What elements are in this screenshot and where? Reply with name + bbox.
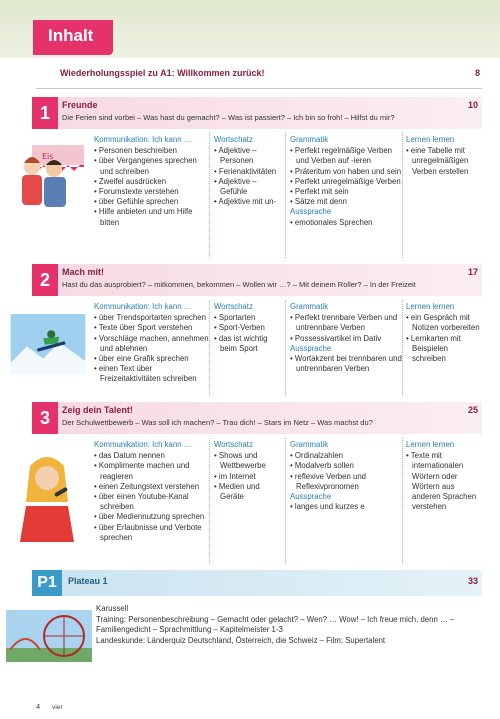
list-item: • Medien und Geräte (214, 482, 284, 502)
list-item: • Shows und Wettbewerbe (214, 451, 284, 471)
lernen-heading: Lernen lernen (406, 135, 455, 144)
review-entry[interactable] (60, 68, 480, 78)
review-page: 8 (474, 68, 480, 78)
plateau-line: Training: Personenbeschreibung – Gemacht oder gelacht? – Wen? … Wow! – Ich freue mich, denn … – Familiengedicht – Sprachmittlung – Kapitelmeister 1-3 (96, 614, 455, 634)
column-divider (402, 133, 403, 258)
list-item: • Perfekt regelmäßige Verben und Verben auf -ieren (290, 146, 402, 166)
singer-illustration (2, 452, 94, 542)
unit-1 (36, 97, 482, 262)
column-divider (402, 300, 403, 395)
list-item: • über eine Grafik sprechen (94, 354, 209, 364)
list-item: • Präteritum von haben und sein (290, 167, 402, 177)
kommunikation-column (94, 302, 209, 385)
grammatik-heading: Grammatik (290, 302, 329, 311)
list-item: • ein Gespräch mit Notizen vorbereiten (406, 313, 482, 333)
list-item: • Komplimente machen und reagieren (94, 461, 209, 481)
aussprache-heading: Aussprache (290, 343, 332, 353)
list-item: • Texte mit internationalen Wörtern oder Wörtern aus anderen Sprachen verstehen (406, 451, 482, 512)
list-item: • reflexive Verben und Reflexivpronomen (290, 472, 402, 492)
grammatik-column (290, 135, 402, 228)
grammatik-heading: Grammatik (290, 135, 329, 144)
aussprache-heading: Aussprache (290, 492, 332, 502)
unit-title[interactable]: Mach mit! (62, 267, 105, 277)
wortschatz-heading: Wortschatz (214, 440, 253, 449)
grammatik-column (290, 302, 402, 374)
list-item: • das ist wichtig beim Sport (214, 334, 284, 354)
snowboarder-photo (2, 314, 94, 374)
plateau-number: P1 (32, 570, 62, 596)
wortschatz-column (214, 135, 284, 207)
list-item: • Hilfe anbieten und um Hilfe bitten (94, 207, 209, 227)
list-item: • Sport-Verben (214, 323, 284, 333)
column-divider (285, 133, 286, 258)
list-item: • emotionales Sprechen (290, 218, 402, 228)
list-item: • Sportarten (214, 313, 284, 323)
unit-2 (36, 264, 482, 394)
list-item: • Adjektive mit un- (214, 197, 284, 207)
contents-title-tab (33, 20, 113, 55)
list-item: • eine Tabelle mit unregelmäßigen Verben erstellen (406, 146, 482, 177)
list-item: • über einen Youtube-Kanal schreiben (94, 492, 209, 512)
unit-title[interactable]: Zeig dein Talent! (62, 405, 133, 415)
list-item: • über Vergangenes sprechen und schreiben (94, 156, 209, 176)
list-item: • über Erlaubnisse und Verbote sprechen (94, 523, 209, 543)
kommunikation-column (94, 135, 209, 228)
list-item: • Possessivartikel im Dativ (290, 334, 402, 344)
list-item: • im Internet (214, 472, 284, 482)
plateau-text (96, 604, 486, 646)
unit-subtitle: Der Schulwettbewerb – Was soll ich machen? – Trau dich! – Stars im Netz – Was machst du? (62, 418, 373, 427)
wortschatz-heading: Wortschatz (214, 135, 253, 144)
column-divider (209, 133, 210, 258)
lernen-column (406, 302, 482, 364)
lernen-heading: Lernen lernen (406, 302, 455, 311)
wortschatz-column (214, 302, 284, 354)
wortschatz-heading: Wortschatz (214, 302, 253, 311)
list-item: • das Datum nennen (94, 451, 209, 461)
list-item: • einen Zeitungstext verstehen (94, 482, 209, 492)
contents-title: Inhalt (48, 26, 94, 45)
list-item: • Perfekt mit sein (290, 187, 402, 197)
column-divider (285, 300, 286, 395)
page-number: 4 (36, 702, 41, 711)
list-item: • über Gefühle sprechen (94, 197, 209, 207)
list-item: • Forumstexte verstehen (94, 187, 209, 197)
unit-page: 25 (467, 405, 478, 415)
aussprache-heading: Aussprache (290, 207, 332, 217)
list-item: • über Mediennutzung sprechen (94, 512, 209, 522)
lernen-heading: Lernen lernen (406, 440, 455, 449)
carousel-photo (6, 610, 92, 662)
unit-number: 3 (32, 402, 58, 434)
kommunikation-column (94, 440, 209, 543)
plateau-page: 33 (467, 576, 478, 586)
plateau-line: Karussell (96, 604, 129, 613)
list-item: • Wortakzent bei trennbaren und untrennbaren Verben (290, 354, 402, 374)
list-item: • Texte über Sport verstehen (94, 323, 209, 333)
list-item: • Sätze mit denn (290, 197, 402, 207)
unit-title[interactable]: Freunde (62, 100, 98, 110)
unit-number: 2 (32, 264, 58, 296)
kommunikation-heading: Kommunikation: Ich kann … (94, 302, 192, 311)
unit-number: 1 (32, 97, 58, 129)
kommunikation-heading: Kommunikation: Ich kann … (94, 135, 192, 144)
page-number-word: vier (52, 704, 63, 711)
list-item: • Ordinalzahlen (290, 451, 402, 461)
list-item: • Lernkarten mit Beispielen schreiben (406, 334, 482, 365)
list-item: • Ferienaktivitäten (214, 167, 284, 177)
list-item: • Modalverb sollen (290, 461, 402, 471)
unit-subtitle: Hast du das ausprobiert? – mitkommen, bekommen – Wollen wir …? – Mit deinem Roller? – In der Freizeit (62, 280, 416, 289)
wortschatz-column (214, 440, 284, 502)
svg-text:Eis: Eis (42, 152, 54, 161)
lernen-column (406, 135, 482, 177)
column-divider (209, 438, 210, 563)
list-item: • einen Text über Freizeitaktivitäten schreiben (94, 364, 209, 384)
list-item: • langes und kurzes e (290, 502, 402, 512)
list-item: • Zweifel ausdrücken (94, 177, 209, 187)
unit-page: 10 (467, 100, 478, 110)
plateau-line: Landeskunde: Länderquiz Deutschland, Österreich, die Schweiz – Film: Supertalent (96, 635, 386, 645)
list-item: • Adjektive – Personen (214, 146, 284, 166)
review-title: Wiederholungsspiel zu A1: Willkommen zurück! (60, 68, 265, 78)
kommunikation-heading: Kommunikation: Ich kann … (94, 440, 192, 449)
column-divider (209, 300, 210, 395)
column-divider (402, 438, 403, 563)
unit-page: 17 (467, 267, 478, 277)
unit-3 (36, 402, 482, 567)
list-item: • Perfekt unregelmäßige Verben (290, 177, 402, 187)
list-item: • Adjektive – Gefühle (214, 177, 284, 197)
plateau-title[interactable]: Plateau 1 (68, 576, 108, 586)
teens-illustration (2, 137, 94, 211)
grammatik-column (290, 440, 402, 512)
lernen-column (406, 440, 482, 512)
list-item: • über Trendsportarten sprechen (94, 313, 209, 323)
list-item: • Vorschläge machen, annehmen und ablehnen (94, 334, 209, 354)
column-divider (285, 438, 286, 563)
page-footer (36, 702, 63, 711)
grammatik-heading: Grammatik (290, 440, 329, 449)
list-item: • Personen beschreiben (94, 146, 209, 156)
unit-subtitle: Die Ferien sind vorbei – Was hast du gemacht? – Was ist passiert? – Ich bin so froh! – Hilfst du mir? (62, 113, 395, 122)
list-item: • Perfekt trennbare Verben und untrennbare Verben (290, 313, 402, 333)
divider (36, 88, 482, 89)
